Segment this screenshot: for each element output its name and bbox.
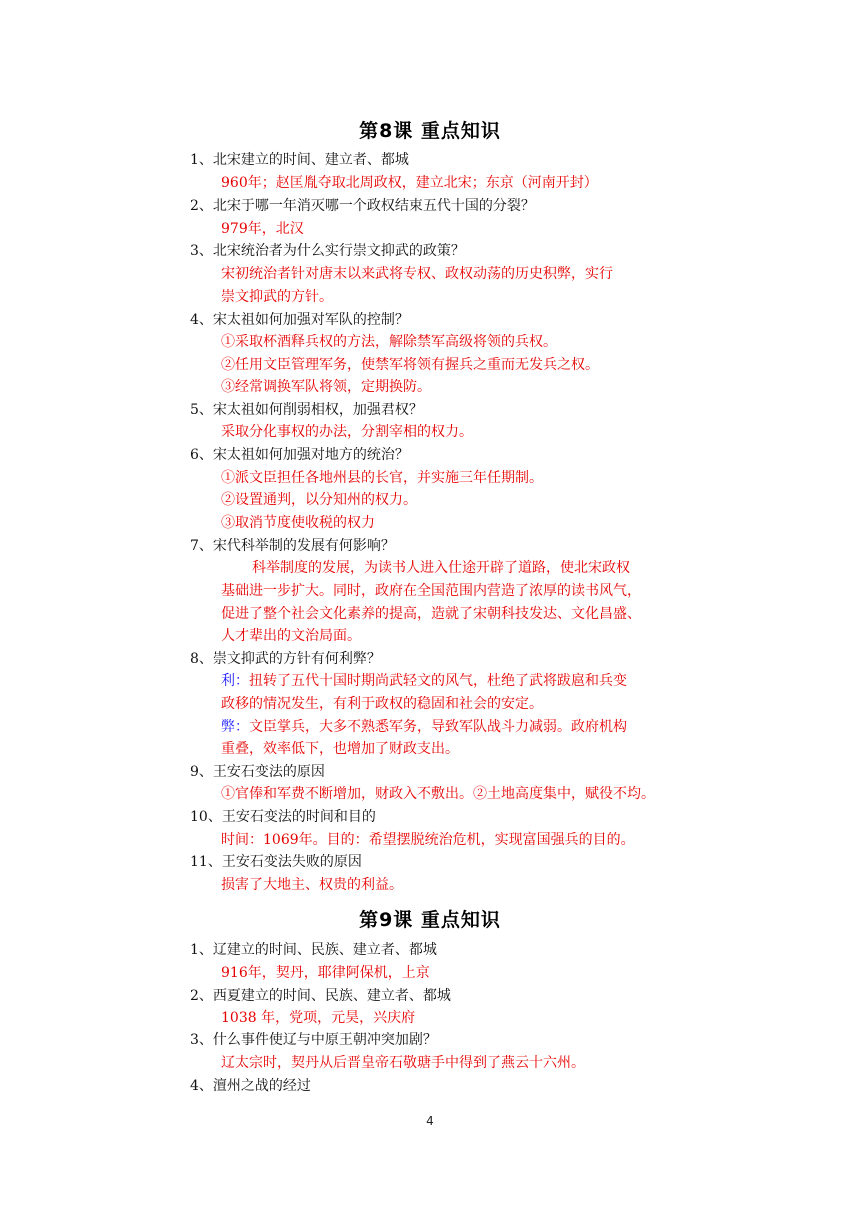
- answer-6-line-2: ②设置通判，以分知州的权力。: [221, 492, 417, 508]
- question-10: 10、王安石变法的时间和目的: [190, 809, 376, 825]
- disadvantage-text: 文臣掌兵，大多不熟悉军务，导致军队战斗力减弱。政府机构: [249, 719, 627, 735]
- question-5: 5、宋太祖如何削弱相权，加强君权？: [190, 402, 423, 418]
- answer-6-line-1: ①派文臣担任各地州县的长官，并实施三年任期制。: [221, 470, 543, 486]
- answer-7-line-1: 科举制度的发展，为读书人进入仕途开辟了道路，使北宋政权: [252, 560, 630, 576]
- question-1: 1、北宋建立的时间、建立者、都城: [190, 152, 409, 168]
- answer-9: ①官俸和军费不断增加，财政入不敷出。②土地高度集中，赋役不均。: [221, 786, 655, 802]
- lesson9-answer-2: 1038 年，党项，元昊，兴庆府: [221, 1010, 416, 1026]
- advantage-text: 扭转了五代十国时期尚武轻文的风气，杜绝了武将跋扈和兵变: [249, 673, 627, 689]
- lesson9-title: 第9课 重点知识: [359, 909, 501, 931]
- answer-4-line-2: ②任用文臣管理军务，使禁军将领有握兵之重而无发兵之权。: [221, 357, 599, 373]
- answer-11: 损害了大地主、权贵的利益。: [221, 877, 403, 893]
- lesson9-question-4: 4、澶州之战的经过: [190, 1078, 311, 1094]
- answer-6-line-3: ③取消节度使收税的权力: [221, 515, 375, 531]
- answer-3-line-2: 崇文抑武的方针。: [221, 289, 333, 305]
- answer-3-line-1: 宋初统治者针对唐末以来武将专权、政权动荡的历史积弊，实行: [221, 266, 613, 282]
- answer-7-line-4: 人才辈出的文治局面。: [221, 628, 361, 644]
- question-8: 8、崇文抑武的方针有何利弊？: [190, 651, 381, 667]
- answer-10: 时间：1069年。目的：希望摆脱统治危机，实现富国强兵的目的。: [221, 832, 635, 848]
- lesson9-answer-3: 辽太宗时，契丹从后晋皇帝石敬瑭手中得到了燕云十六州。: [221, 1055, 585, 1071]
- disadvantage-label: 弊：: [221, 719, 249, 735]
- answer-8-disadvantage-line-2: 重叠，效率低下，也增加了财政支出。: [221, 741, 459, 757]
- question-9: 9、王安石变法的原因: [190, 764, 325, 780]
- answer-8-disadvantage-line-1: [221, 717, 627, 737]
- answer-4-line-1: ①采取杯酒释兵权的方法，解除禁军高级将领的兵权。: [221, 334, 557, 350]
- answer-8-advantage-line-1: [221, 671, 627, 691]
- question-7: 7、宋代科举制的发展有何影响？: [190, 538, 395, 554]
- question-6: 6、宋太祖如何加强对地方的统治？: [190, 447, 409, 463]
- question-3: 3、北宋统治者为什么实行崇文抑武的政策？: [190, 243, 465, 259]
- answer-4-line-3: ③经常调换军队将领，定期换防。: [221, 379, 431, 395]
- lesson9-question-3: 3、什么事件使辽与中原王朝冲突加剧？: [190, 1032, 437, 1048]
- answer-1: 960年；赵匡胤夺取北周政权，建立北宋；东京（河南开封）: [221, 175, 598, 191]
- lesson9-question-1: 1、辽建立的时间、民族、建立者、都城: [190, 942, 437, 958]
- question-2: 2、北宋于哪一年消灭哪一个政权结束五代十国的分裂？: [190, 198, 535, 214]
- answer-8-advantage-line-2: 政移的情况发生，有利于政权的稳固和社会的安定。: [221, 696, 543, 712]
- lesson9-answer-1: 916年，契丹，耶律阿保机，上京: [221, 965, 430, 981]
- question-11: 11、王安石变法失败的原因: [190, 854, 362, 870]
- advantage-label: 利：: [221, 673, 249, 689]
- lesson8-title: 第8课 重点知识: [359, 120, 501, 142]
- question-4: 4、宋太祖如何加强对军队的控制？: [190, 312, 409, 328]
- answer-7-line-3: 促进了整个社会文化素养的提高，造就了宋朝科技发达、文化昌盛、: [221, 606, 641, 622]
- lesson9-question-2: 2、西夏建立的时间、民族、建立者、都城: [190, 988, 451, 1004]
- page-number: 4: [426, 1114, 434, 1128]
- answer-7-line-2: 基础进一步扩大。同时，政府在全国范围内营造了浓厚的读书风气，: [221, 583, 641, 599]
- answer-2: 979年，北汉: [221, 221, 304, 237]
- answer-5: 采取分化事权的办法，分割宰相的权力。: [221, 424, 473, 440]
